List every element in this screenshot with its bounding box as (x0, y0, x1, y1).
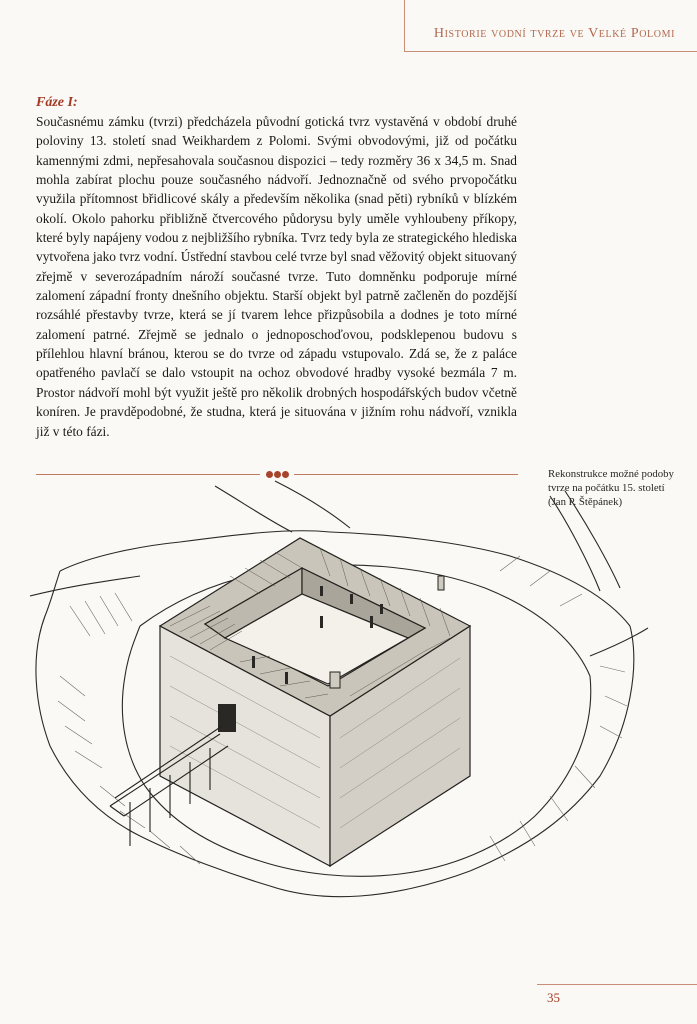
section-body: Současnému zámku (tvrzi) předcházela původní gotická tvrz vystavěná v období druhé poloviny 13. století snad Weikhardem z Polomi. Svými obvodovými, již od počátku kamennými zdmi, nepřesahovala současnou dispozici – tedy rozměry 36 x 34,5 m. Snad mohla zabírat plochu pouze současného nádvoří. Jednoznačně od svého prvopočátku využila přítomnost břidlicové skály a především několika (snad pěti) rybníků v blízkém okolí. Okolo pahorku přibližně čtvercového půdorysu byly uměle vyhloubeny příkopy, které byly napájeny vodou z nejbližšího rybníka. Tvrz tedy byla ze strategického hlediska vytvořena jako tvrz vodní. Ústřední stavbou celé tvrze byl snad věžovitý objekt situovaný zřejmě v severozápadním nároží současné tvrze. Tuto domněnku podporuje mírné zalomení západní fronty dnešního objektu. Starší objekt byl patrně začleněn do pozdější rozsáhlé přestavby tvrze, která se jí tvarem lehce přizpůsobila a dodnes je toto mírné zalomení patrné. Zřejmě se jednalo o jednoposchoďovou, podsklepenou budovu s přílehlou hlavní bránou, kterou se do tvrze od západu vstupovalo. Zdá se, že z paláce opatřeného pavlačí se dalo vstoupit na ochoz obvodové hradby vysoké bezmála 7 m. Prostor nádvoří mohl být využit ještě pro několik drobných hospodářských budov včetně koníren. Je pravděpodobné, že studna, která je situována v jižním rohu nádvoří, vznikla již v této fázi. (36, 114, 517, 439)
header-vertical-rule (404, 0, 405, 52)
section-title: Fáze I: (36, 95, 78, 110)
divider-line-right (294, 474, 518, 475)
divider-line-left (36, 474, 260, 475)
figure-caption: Rekonstrukce možné podoby tvrze na počátku 15. století (Jan P. Štěpánek) (548, 468, 674, 508)
footer-rule (537, 984, 697, 985)
castle-reconstruction-drawing (30, 476, 650, 906)
main-text-block (36, 93, 517, 441)
page-number: 35 (547, 990, 560, 1005)
header-rule (404, 51, 697, 52)
running-header: Historie vodní tvrze ve Velké Polomi (433, 26, 675, 41)
